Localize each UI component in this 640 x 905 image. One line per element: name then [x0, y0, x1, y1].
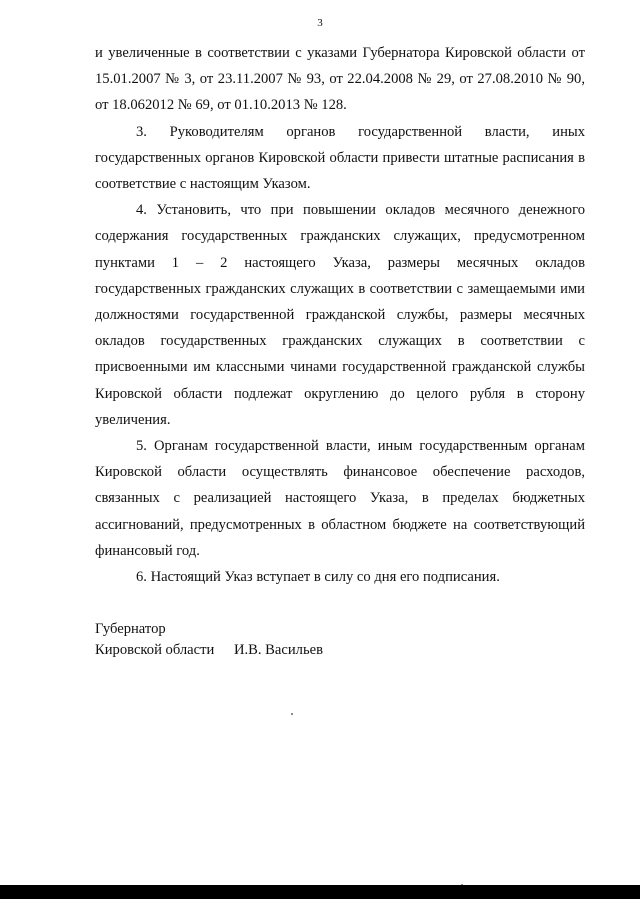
- signature-region: Кировской области: [95, 642, 215, 658]
- paragraph-continuation: и увеличенные в соответствии с указами Губернатора Кировской области от 15.01.2007 № 3, от 23.11.2007 № 93, от 22.04.2008 № 29, от 27.08.2010 № 90, от 18.062012 № 69, от 01.10.2013 № 128.: [95, 45, 585, 114]
- document-body: [95, 40, 585, 590]
- paragraph-5: 5. Органам государственной власти, иным государственным органам Кировской области осуществлять финансовое обеспечение расходов, связанных с реализацией настоящего Указа, в пределах бюджетных ассигнований, предусмотренных в областном бюджете на соответствующий финансовый год.: [95, 438, 585, 559]
- scan-artifact-dot: [291, 713, 293, 715]
- scan-bottom-edge: [0, 885, 640, 899]
- page-number: 3: [317, 17, 323, 29]
- paragraph-4: 4. Установить, что при повышении окладов месячного денежного содержания государственных гражданских служащих, предусмотренном пунктами 1 – 2 настоящего Указа, размеры месячных окладов государственных гражданских служащих в соответствии с замещаемыми ими должностями государственной гражданской службы, размеры месячных окладов государственных гражданских служащих в соответствии с присвоенными им классными чинами государственной гражданской службы Кировской области подлежат округлению до целого рубля в сторону увеличения.: [95, 202, 585, 428]
- signatory-name: И.В. Васильев: [233, 642, 323, 658]
- signature-line: [95, 640, 323, 661]
- paragraph-3: 3. Руководителям органов государственной власти, иных государственных органов Кировской области привести штатные расписания в соответствие с настоящим Указом.: [95, 123, 585, 193]
- paragraph-6: 6. Настоящий Указ вступает в силу со дня его подписания.: [136, 569, 500, 586]
- signature-title: Губернатор: [95, 621, 166, 637]
- signature-block: [95, 619, 323, 661]
